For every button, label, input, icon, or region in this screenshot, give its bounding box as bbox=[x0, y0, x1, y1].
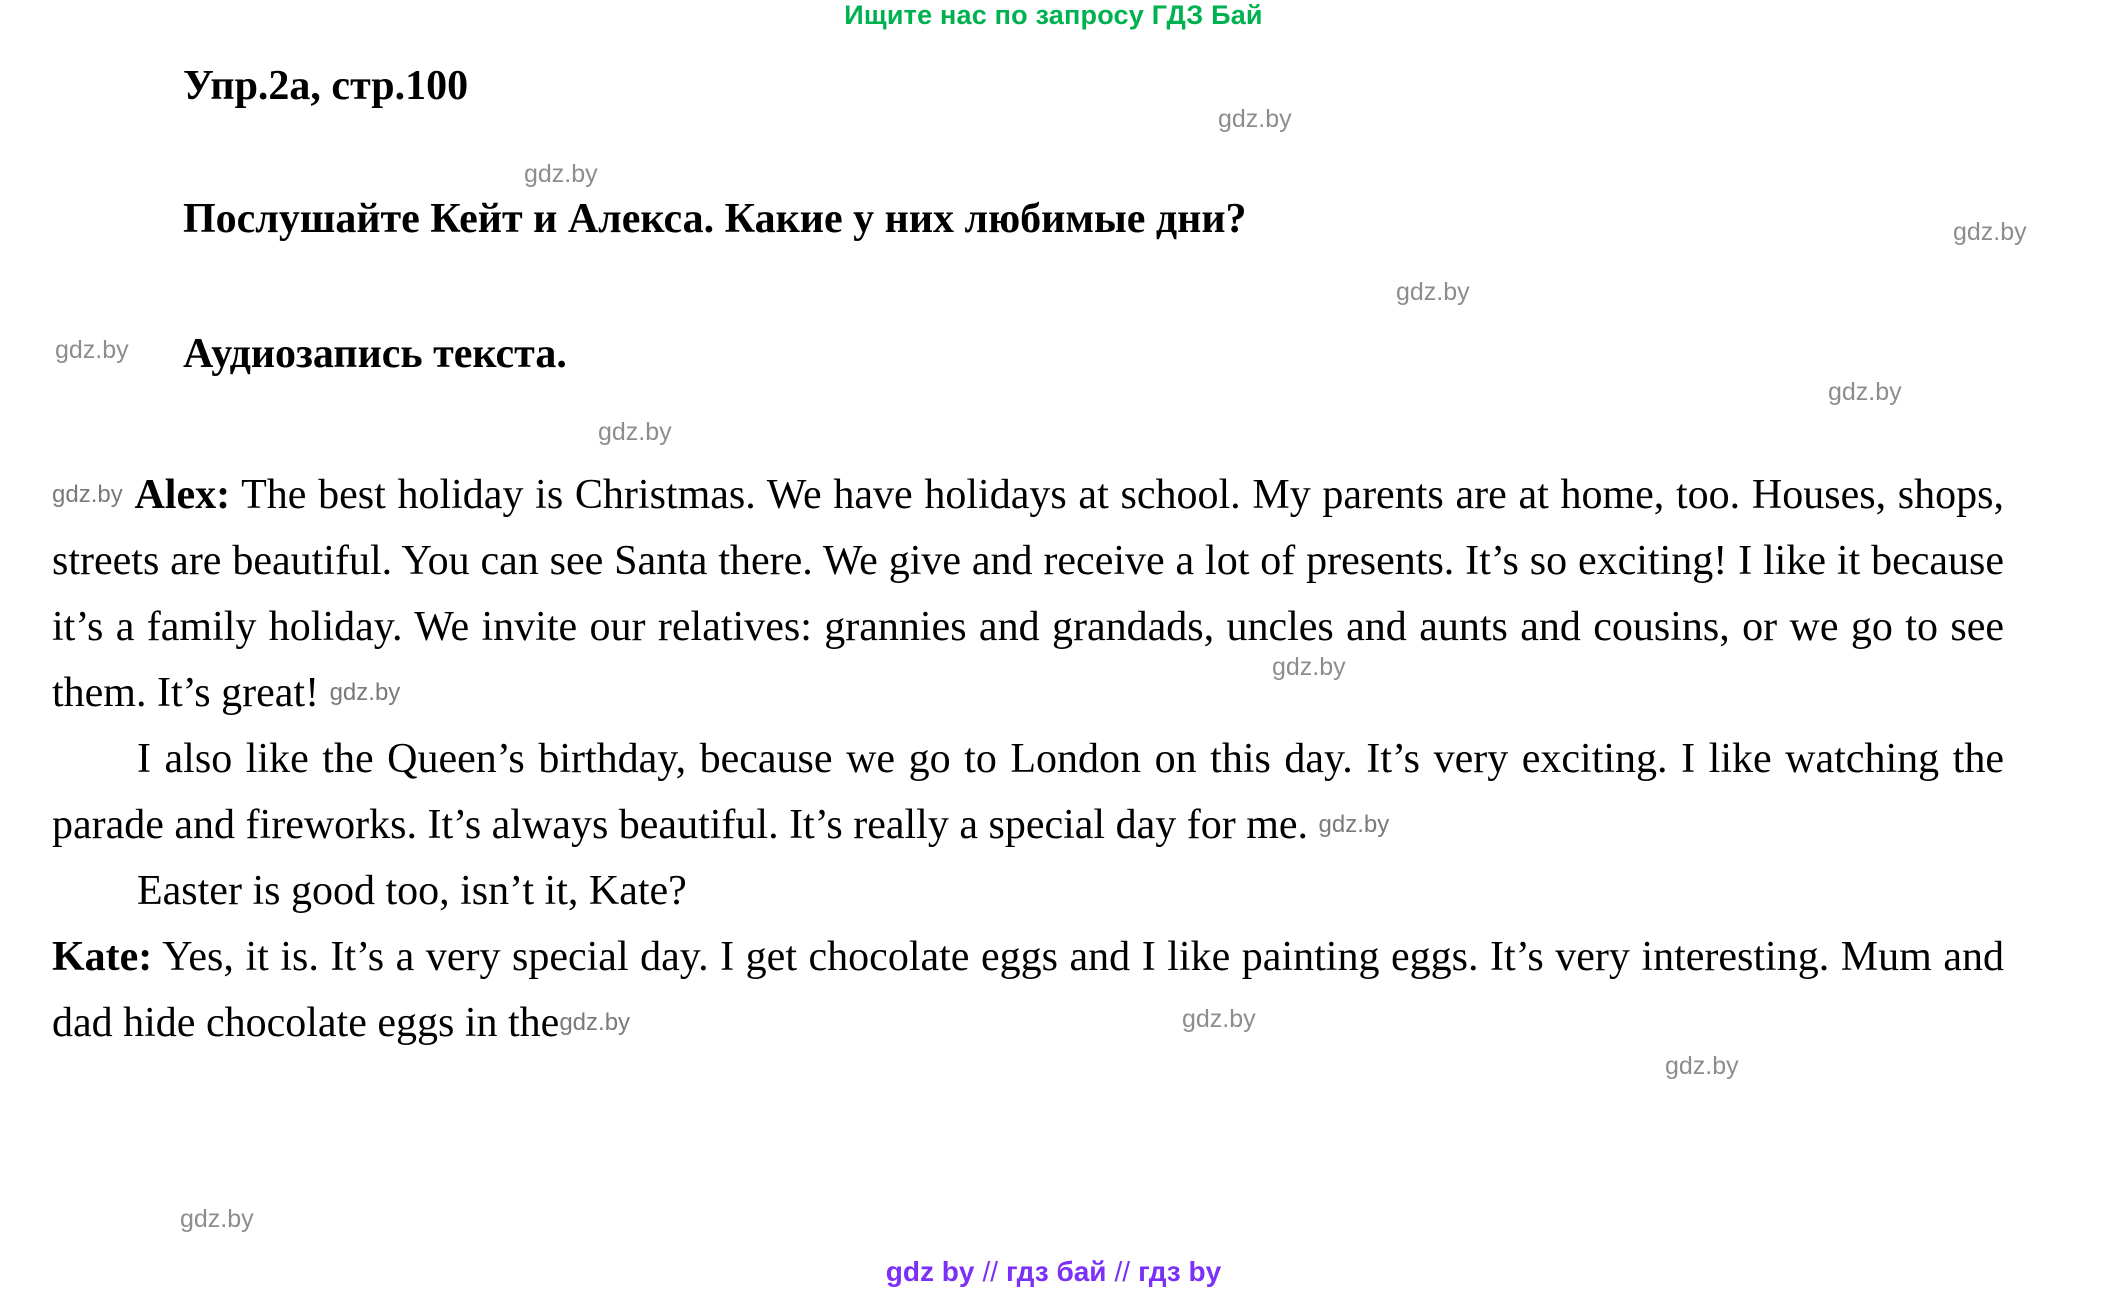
task-prompt: Послушайте Кейт и Алекса. Какие у них любимые дни? bbox=[183, 196, 1247, 242]
footer-item-2: гдз бай bbox=[1006, 1256, 1107, 1287]
transcript-paragraph-alex bbox=[52, 462, 2004, 726]
speaker-name-alex: Alex: bbox=[134, 472, 231, 518]
footer-item-3: гдз by bbox=[1138, 1256, 1222, 1287]
transcript-paragraph-easter-question bbox=[52, 858, 2004, 924]
footer-separator: // bbox=[982, 1256, 999, 1287]
watermark-inline: gdz.by bbox=[1318, 811, 1390, 838]
watermark: gdz.by bbox=[180, 1205, 254, 1233]
promo-banner: Ищите нас по запросу ГДЗ Бай bbox=[844, 0, 1263, 30]
watermark: gdz.by bbox=[1953, 218, 2027, 246]
watermark: gdz.by bbox=[598, 418, 672, 446]
paragraph-text-queen: I also like the Queen’s birthday, because we go to London on this day. It’s very exciting. I like watching the parade and fireworks. It’s always beautiful. It’s really a special day for me. bbox=[52, 736, 2004, 848]
watermark-inline: gdz.by bbox=[329, 679, 401, 706]
footer-item-1: gdz by bbox=[885, 1256, 975, 1287]
watermark: gdz.by bbox=[1272, 653, 1346, 681]
watermark: gdz.by bbox=[524, 160, 598, 188]
footer-separator: // bbox=[1114, 1256, 1131, 1287]
paragraph-text-kate: Yes, it is. It’s a very special day. I get chocolate eggs and I like painting eggs. It’s very interesting. Mum and dad hide chocolate eggs in the bbox=[52, 934, 2004, 1046]
paragraph-text-alex: The best holiday is Christmas. We have holidays at school. My parents are at home, too. Houses, shops, streets are beautiful. You can see Santa there. We give and receive a lot of presents. It’s so exciting! I like it because it’s a family holiday. We invite our relatives: grannies and grandads, uncles and aunts and cousins, or we go to see them. It’s great! bbox=[52, 472, 2004, 716]
transcript-paragraph-kate bbox=[52, 924, 2004, 1056]
transcript-paragraph-queen bbox=[52, 726, 2004, 858]
watermark: gdz.by bbox=[1828, 378, 1902, 406]
transcript-body bbox=[52, 462, 2004, 1056]
speaker-name-kate: Kate: bbox=[52, 934, 153, 980]
watermark-inline: gdz.by bbox=[559, 1009, 631, 1036]
audio-transcript-label: Аудиозапись текста. bbox=[183, 331, 567, 377]
watermark: gdz.by bbox=[1218, 105, 1292, 133]
exercise-title: Упр.2a, стр.100 bbox=[183, 63, 469, 109]
watermark: gdz.by bbox=[1665, 1052, 1739, 1080]
watermark: gdz.by bbox=[1182, 1005, 1256, 1033]
watermark: gdz.by bbox=[1396, 278, 1470, 306]
watermark: gdz.by bbox=[55, 336, 129, 364]
footer-brand bbox=[0, 1256, 2107, 1288]
watermark-inline: gdz.by bbox=[52, 481, 123, 508]
paragraph-text-easter-question: Easter is good too, isn’t it, Kate? bbox=[137, 868, 687, 914]
